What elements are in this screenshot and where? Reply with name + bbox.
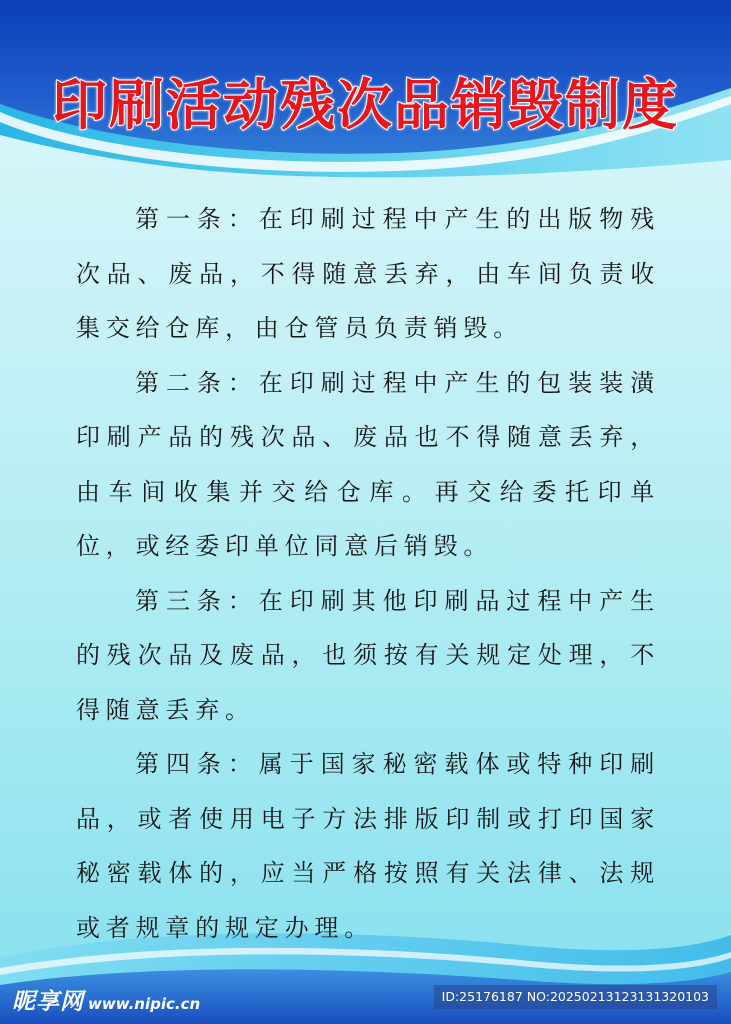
article-1: 第一条：在印刷过程中产生的出版物残次品、废品，不得随意丢弃，由车间负责收集交给仓库，由仓管员负责销毁。 <box>76 205 660 342</box>
article-2: 第二条：在印刷过程中产生的包装装潢印刷产品的残次品、废品也不得随意丢弃，由车间收集并交给仓库。再交给委托印单位，或经委印单位同意后销毁。 <box>76 368 660 560</box>
article-3: 第三条：在印刷其他印刷品过程中产生的残次品及废品，也须按有关规定处理，不得随意丢弃。 <box>76 586 660 724</box>
image-id-label: ID:25176187 NO:20250213123131320103 <box>434 985 717 1009</box>
watermark-url: www.nipic.cn <box>88 995 201 1013</box>
watermark-logo <box>12 983 200 1016</box>
article-4: 第四条：属于国家秘密载体或特种印刷品，或者使用电子方法排版印制或打印国家秘密载体的，应当严格按照有关法律、法规或者规章的规定办理。 <box>76 750 660 942</box>
regulation-body <box>76 192 660 955</box>
poster-title: 印刷活动残次品销毁制度 <box>51 73 679 137</box>
watermark-brand: 昵享网 <box>12 989 84 1015</box>
